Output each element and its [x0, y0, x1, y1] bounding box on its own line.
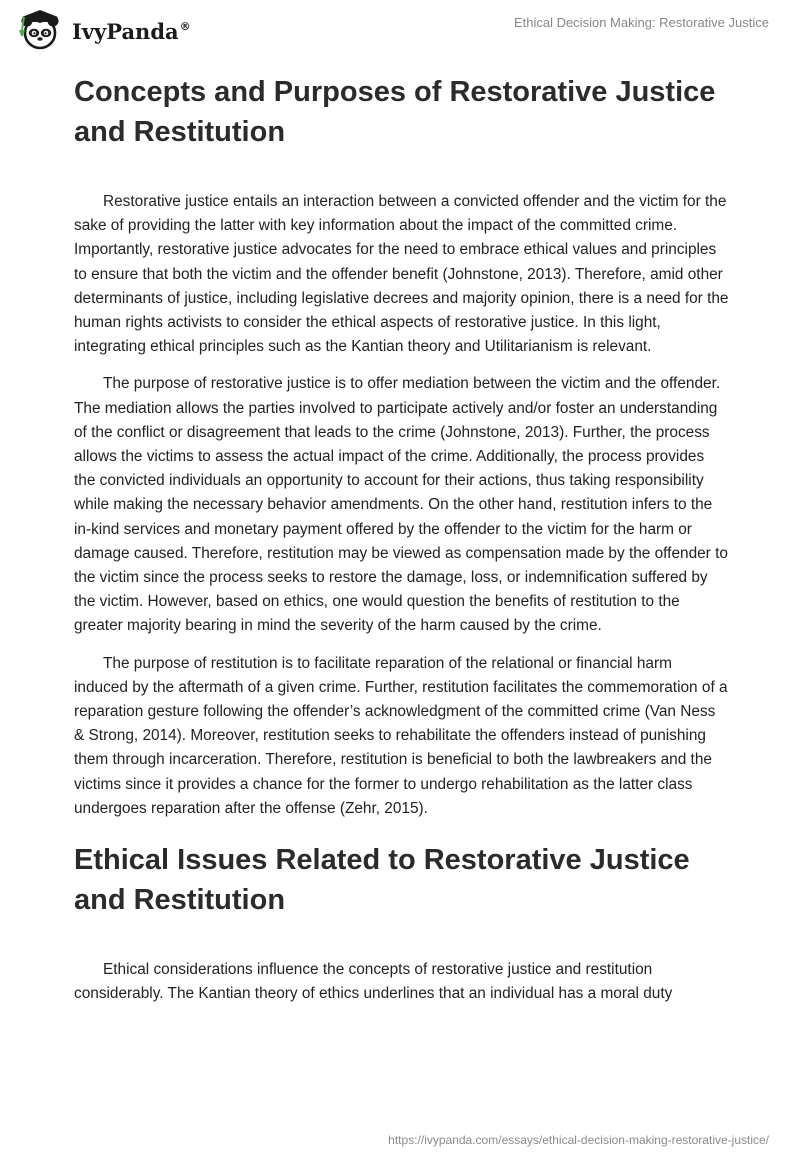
- brand-name: IvyPanda®: [72, 18, 191, 44]
- paragraph: Restorative justice entails an interaction between a convicted offender and the victim for the sake of providing the latter with key information about the impact of the committed crime. Importantly, restorative justice advocates for the need to embrace ethical values and principles to ensure that both the victim and the offender benefit (Johnstone, 2013). Therefore, amid other determinants of justice, including legislative decrees and majority opinion, there is a need for the human rights activists to consider the ethical aspects of restorative justice. In this light, integrating ethical principles such as the Kantian theory and Utilitarianism is relevant.: [74, 193, 729, 356]
- source-url[interactable]: https://ivypanda.com/essays/ethical-decision-making-restorative-justice/: [388, 1133, 769, 1147]
- paragraph: Ethical considerations influence the concepts of restorative justice and restitution considerably. The Kantian theory of ethics underlines that an individual has a moral duty: [74, 961, 673, 1003]
- paragraph: The purpose of restorative justice is to offer mediation between the victim and the offender. The mediation allows the parties involved to participate actively and/or foster an understanding of the conflict or disagreement that leads to the crime (Johnstone, 2013). Further, the process allows the victims to assess the actual impact of the crime. Additionally, the process provides the convicted individuals an opportunity to account for their actions, thus taking responsibility while making the necessary behavior amendments. On the other hand, restitution infers to the in-kind services and monetary payment offered by the offender to the victim for the harm or damage caused. Therefore, restitution may be viewed as compensation made by the offender to the victim since the process seeks to restore the damage, loss, or indemnification suffered by the victim. However, based on ethics, one would question the benefits of restitution to the greater majority bearing in mind the severity of the harm caused by the crime.: [74, 375, 728, 635]
- paragraph: The purpose of restitution is to facilitate reparation of the relational or financial harm induced by the aftermath of a given crime. Further, restitution facilitates the commemoration of a reparation gesture following the offender’s acknowledgment of the committed crime (Van Ness & Strong, 2014). Moreover, restitution seeks to rehabilitate the offenders instead of punishing them through incarceration. Therefore, restitution is beneficial to both the lawbreakers and the victims since it provides a chance for the former to undergo rehabilitation as the latter class undergoes reparation after the offense (Zehr, 2015).: [74, 654, 728, 817]
- registered-mark: ®: [179, 19, 191, 33]
- section-heading-ethical-issues: Ethical Issues Related to Restorative Justice and Restitution: [74, 844, 690, 917]
- article-body: [74, 72, 729, 1006]
- document-title: Ethical Decision Making: Restorative Justice: [513, 15, 769, 30]
- section-heading-concepts: Concepts and Purposes of Restorative Justice and Restitution: [74, 76, 716, 148]
- panda-logo-icon: [14, 8, 66, 52]
- brand-logo[interactable]: [14, 8, 191, 52]
